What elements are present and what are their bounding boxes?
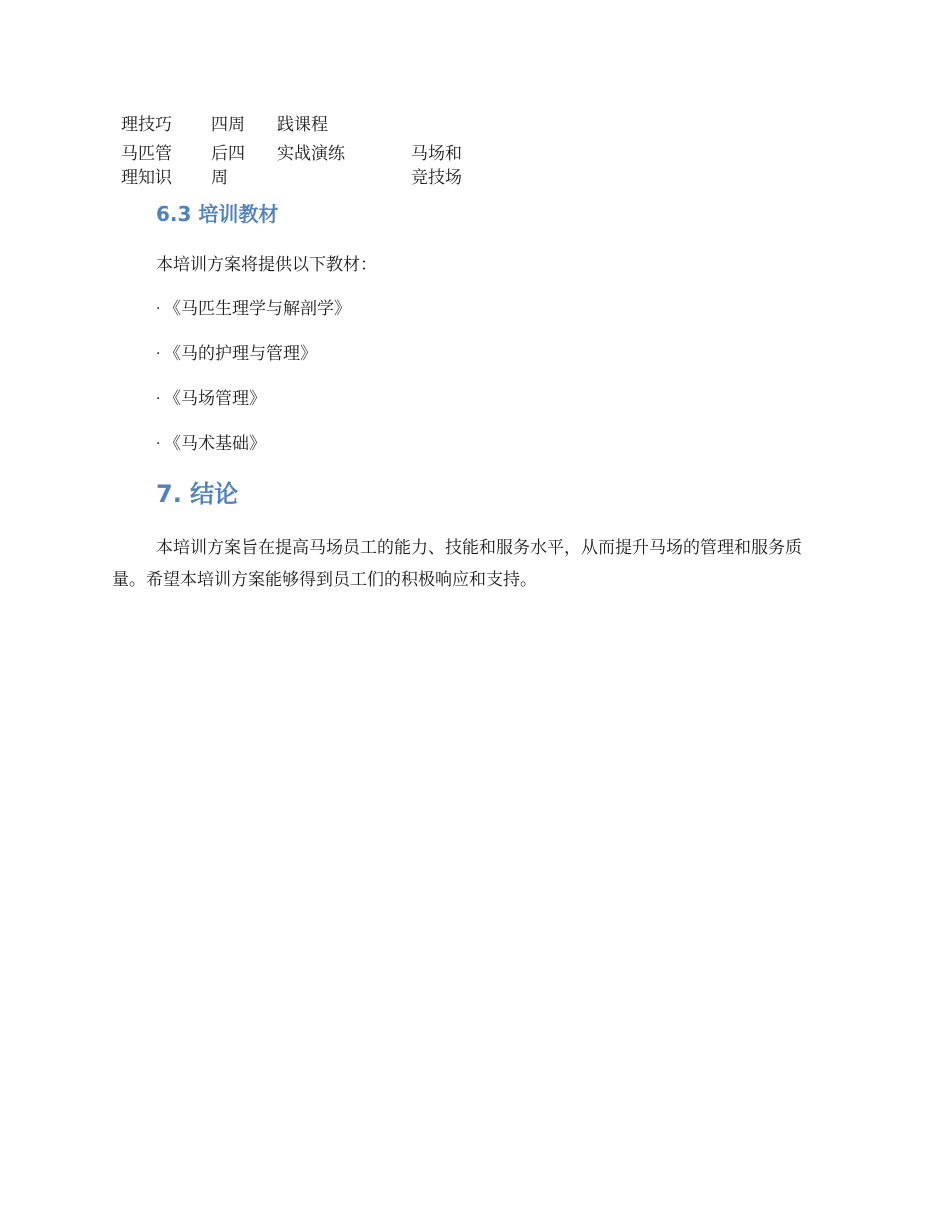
table-cell-time: 四周 <box>211 115 245 135</box>
conclusion-paragraph: 本培训方案旨在提高马场员工的能力、技能和服务水平，从而提升马场的管理和服务质量。希望本培训方案能够得到员工们的积极响应和支持。 <box>112 538 802 590</box>
list-item <box>156 384 351 429</box>
material-title: 《马术基础》 <box>164 434 266 454</box>
table-cell-method: 实战演练 <box>277 144 345 164</box>
materials-intro: 本培训方案将提供以下教材： <box>156 255 377 275</box>
material-title: 《马的护理与管理》 <box>164 344 317 364</box>
material-title: 《马场管理》 <box>164 389 266 409</box>
list-item <box>156 339 351 384</box>
bullet-icon: · <box>156 391 161 407</box>
list-item <box>156 294 351 339</box>
table-cell-time: 后四 周 <box>211 144 245 188</box>
table-cell-content: 马匹管 理知识 <box>121 144 172 188</box>
material-title: 《马匹生理学与解剖学》 <box>164 299 351 319</box>
list-item <box>156 429 351 474</box>
section-heading-conclusion: 7. 结论 <box>156 480 239 508</box>
bullet-icon: · <box>156 436 161 452</box>
bullet-icon: · <box>156 301 161 317</box>
table-cell-method: 践课程 <box>277 115 328 135</box>
bullet-icon: · <box>156 346 161 362</box>
table-cell-content: 理技巧 <box>121 115 172 135</box>
table-cell-location: 马场和 竞技场 <box>411 144 462 188</box>
materials-list <box>156 294 351 474</box>
section-heading-training-materials: 6.3 培训教材 <box>156 202 279 226</box>
